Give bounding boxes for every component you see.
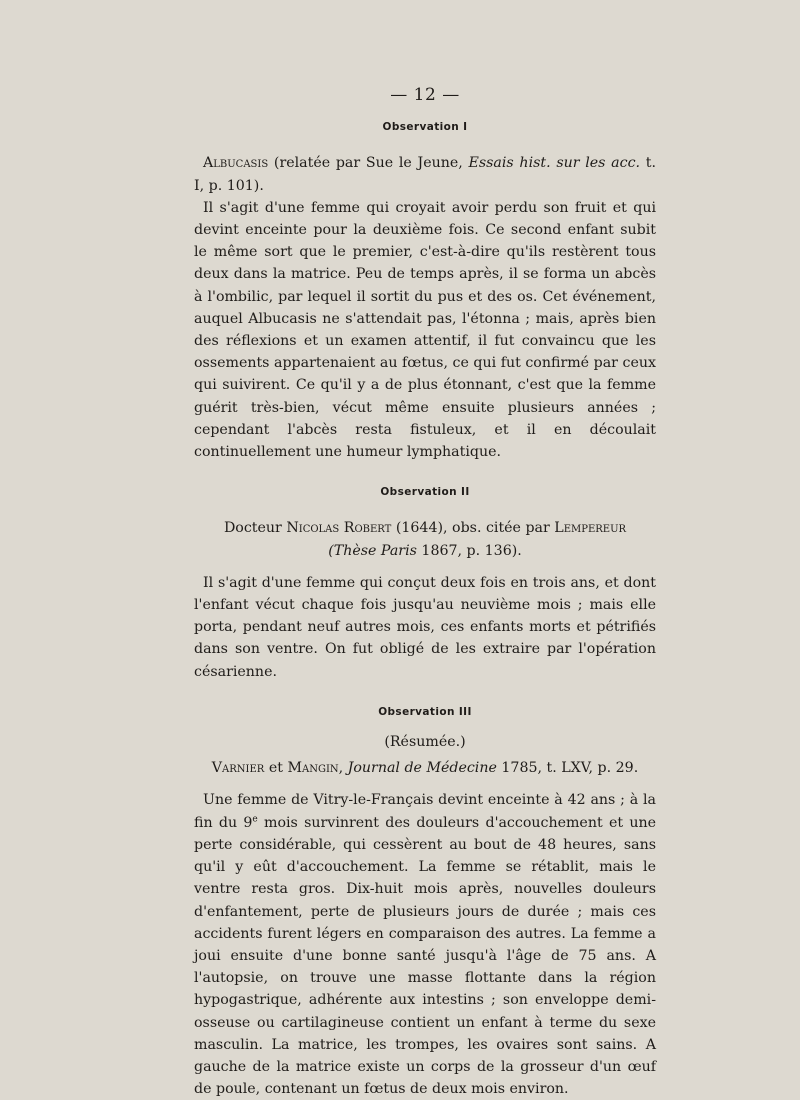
comma: , bbox=[338, 760, 348, 777]
observation-3-heading: Observation III bbox=[378, 705, 472, 718]
text-part-a: Une femme de Vitry-le-Français devint enceinte à 42 ans ; à la fin du 9 bbox=[194, 792, 656, 831]
observation-2-source bbox=[194, 517, 656, 539]
observation-3-text bbox=[194, 789, 656, 1100]
journal-ref: 1785, t. LXV, p. 29. bbox=[496, 760, 639, 777]
observation-3-subheading: (Résumée.) bbox=[384, 734, 466, 751]
page-content bbox=[194, 84, 656, 1100]
author-varnier: Varnier bbox=[211, 760, 265, 777]
source-title: Essais hist. sur les acc. bbox=[468, 155, 641, 172]
author-robert: Nicolas Robert bbox=[286, 520, 392, 537]
superscript: e bbox=[252, 813, 258, 824]
source-text: (relatée par Sue le Jeune, bbox=[268, 155, 469, 172]
observation-2-source-line2 bbox=[194, 540, 656, 562]
citation-text: (1644), obs. citée par bbox=[391, 520, 555, 537]
thesis-title: (Thèse Paris bbox=[328, 542, 417, 559]
source-ref: t. I, p. 101). bbox=[194, 155, 656, 194]
observation-1-heading: Observation I bbox=[382, 121, 468, 134]
observation-2-text: Il s'agit d'une femme qui conçut deux fois en trois ans, et dont l'enfant vécut chaque fois jusqu'au neuvième mois ; mais elle porta, pendant neuf autres mois, ces enfants morts et pétrifiés dans son ventre. On fut obligé de les extraire par l'opération césarienne. bbox=[194, 574, 656, 680]
journal-title: Journal de Médecine bbox=[347, 760, 497, 777]
observation-3-source bbox=[194, 757, 656, 779]
observation-2-heading: Observation II bbox=[380, 486, 470, 499]
author-prefix: Docteur bbox=[223, 520, 287, 537]
observation-1-source bbox=[194, 152, 656, 196]
observation-1-text: Il s'agit d'une femme qui croyait avoir perdu son fruit et qui devint enceinte pour la deuxième fois. Ce second enfant subit le même sort que le premier, c'est-à-dire qu'ils restèrent tous deux dans la matrice. Peu de temps après, il se forma un abcès à l'ombilic, par lequel il sortit du pus et des os. Cet événement, auquel Albucasis ne s'attendait pas, l'étonna ; mais, après bien des réflexions et un examen attentif, il fut convaincu que les ossements appartenaient au fœtus, ce qui fut confirmé par ceux qui suivirent. Ce qu'il y a de plus étonnant, c'est que la femme guérit très-bien, vécut même ensuite plusieurs années ; cependant l'abcès resta fistuleux, et il en découlait continuellement une humeur lymphatique. bbox=[194, 199, 656, 461]
and-text: et bbox=[264, 760, 288, 777]
text-part-b: mois survinrent des douleurs d'accouchement et une perte considérable, qui cessèrent au bout de 48 heures, sans qu'il y eût d'accouchement. La femme se rétablit, mais le ventre resta gros. Dix-huit mois après, nouvelles douleurs d'enfantement, perte de plusieurs jours de durée ; mais ces accidents furent légers en comparaison des autres. La femme a joui ensuite d'une bonne santé jusqu'à l'âge de 75 ans. A l'autopsie, on trouve une masse flottante dans la région hypogastrique, adhérente aux intestins ; son enveloppe demi-osseuse ou cartilagineuse contient un enfant à terme du sexe masculin. La matrice, les trompes, les ovaires sont sains. A gauche de la matrice existe un corps de la grosseur d'un œuf de poule, contenant un fœtus de deux mois environ. bbox=[194, 814, 656, 1098]
author-albucasis: Albucasis bbox=[203, 155, 269, 172]
author-mangin: Mangin bbox=[287, 760, 339, 777]
page-number: — 12 — bbox=[390, 85, 460, 105]
cited-author: Lempereur bbox=[554, 520, 627, 537]
thesis-ref: 1867, p. 136). bbox=[416, 542, 522, 559]
